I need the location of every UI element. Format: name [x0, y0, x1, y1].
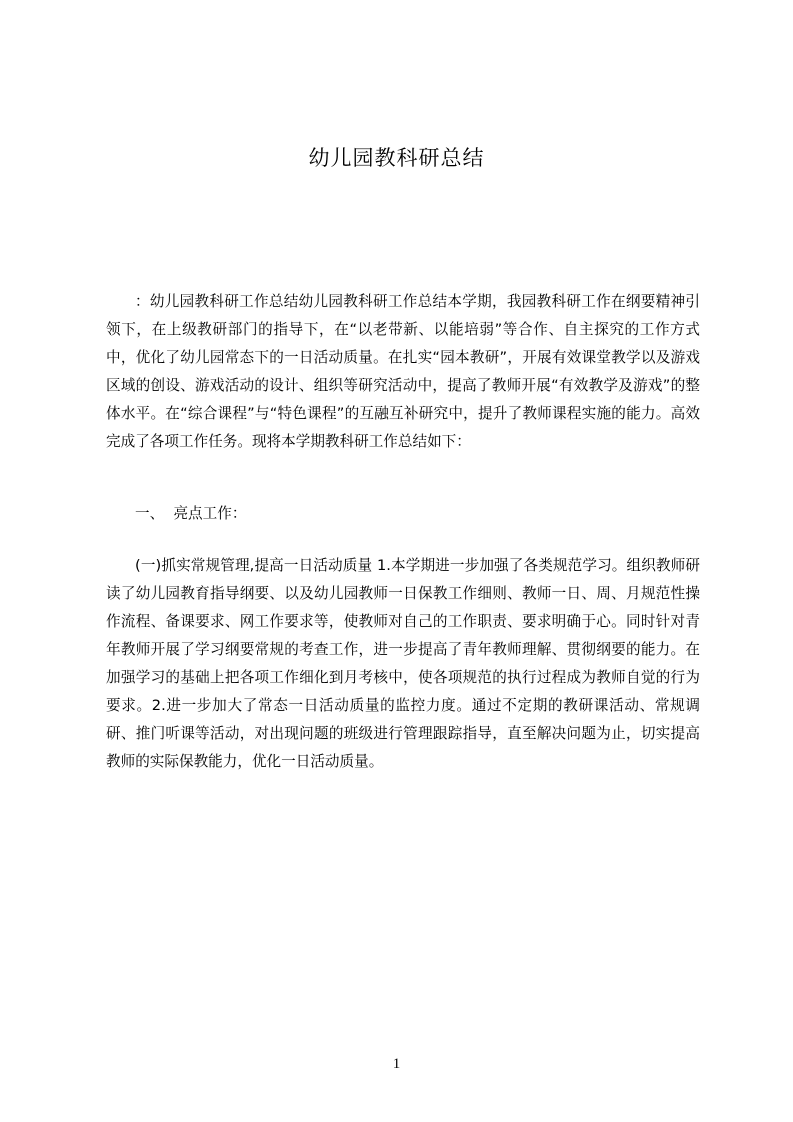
page-number: 1: [392, 1056, 401, 1072]
section-paragraph: (一)抓实常规管理,提高一日活动质量 1.本学期进一步加强了各类规范学习。组织教师研读了幼儿园教育指导纲要、以及幼儿园教师一日保教工作细则、教师一日、周、月规范性操作流程、备课要求、网工作要求等，使教师对自己的工作职责、要求明确于心。同时针对青年教师开展了学习纲要常规的考查工作，进一步提高了青年教师理解、贯彻纲要的能力。在加强学习的基础上把各项工作细化到月考核中，使各项规范的执行过程成为教师自觉的行为要求。2.进一步加大了常态一日活动质量的监控力度。通过不定期的教研课活动、常规调研、推门听课等活动，对出现问题的班级进行管理跟踪指导，直至解决问题为止，切实提高教师的实际保教能力，优化一日活动质量。: [106, 557, 700, 770]
document-title: 幼儿园教科研总结: [308, 146, 485, 170]
section-heading: 一、 亮点工作：: [135, 505, 247, 522]
intro-paragraph: ：幼儿园教科研工作总结幼儿园教科研工作总结本学期，我园教科研工作在纲要精神引领下，在上级教研部门的指导下，在“以老带新、以能培弱”等合作、自主探究的工作方式中，优化了幼儿园常态下的一日活动质量。在扎实“园本教研”，开展有效课堂教学以及游戏区域的创设、游戏活动的设计、组织等研究活动中，提高了教师开展“有效教学及游戏”的整体水平。在“综合课程”与“特色课程”的互融互补研究中，提升了教师课程实施的能力。高效完成了各项工作任务。现将本学期教科研工作总结如下：: [106, 293, 700, 450]
